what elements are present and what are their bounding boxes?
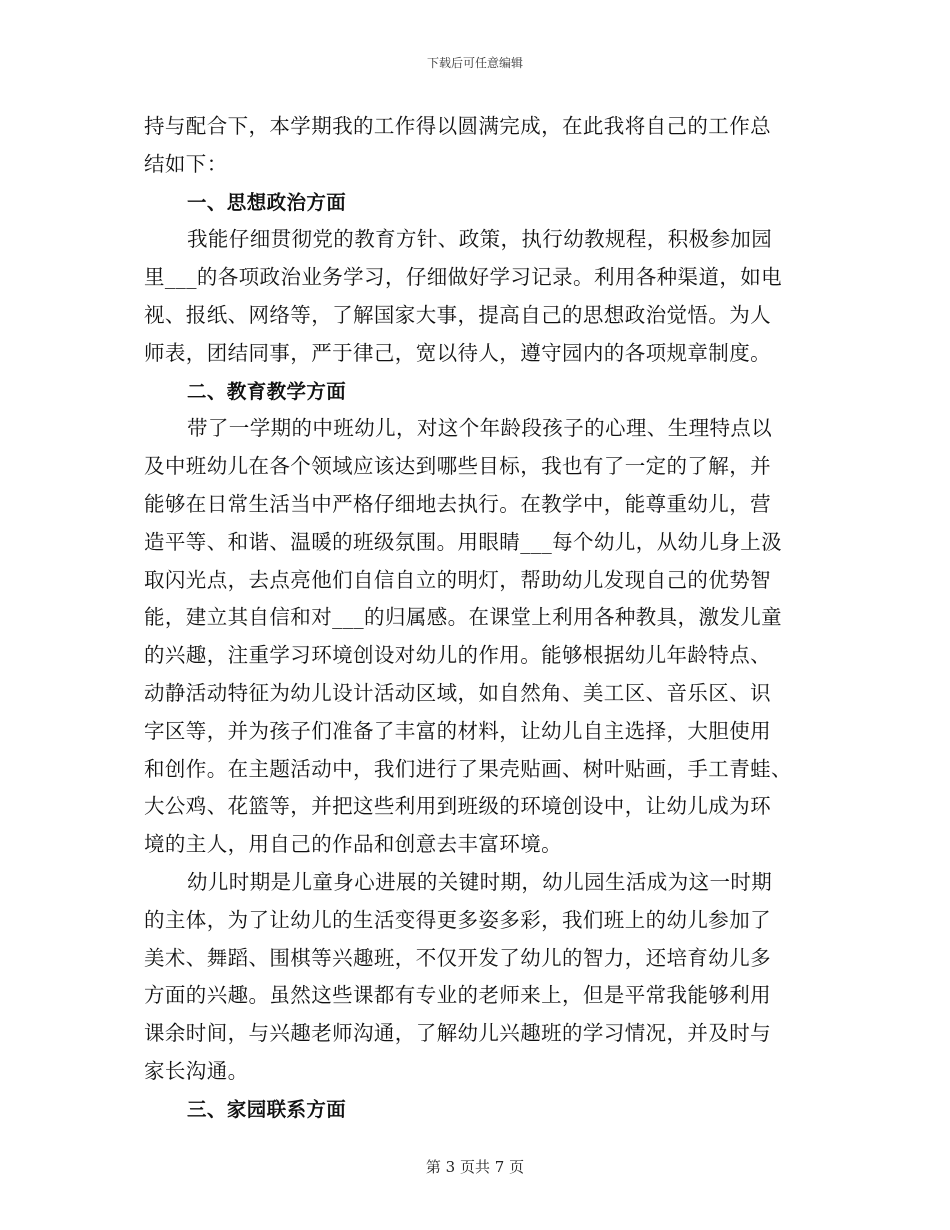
paragraph-line: 字区等，并为孩子们准备了丰富的材料，让幼儿自主选择，大胆使用 [144,718,771,743]
paragraph-line: 带了一学期的中班幼儿，对这个年龄段孩子的心理、生理特点以 [187,416,773,441]
section-heading-ideology: 一、思想政治方面 [187,190,347,214]
page-number-footer: 第 3 页共 7 页 [425,1158,525,1176]
paragraph-line: 大公鸡、花篮等，并把这些利用到班级的环境创设中，让幼儿成为环 [144,794,771,819]
paragraph-line: 家长沟通。 [144,1058,249,1083]
paragraph-line: 课余时间，与兴趣老师沟通，了解幼儿兴趣班的学习情况，并及时与 [144,1021,771,1046]
paragraph-line: 及中班幼儿在各个领域应该达到哪些目标，我也有了一定的了解，并 [144,454,771,479]
paragraph-line: 结如下： [144,151,228,176]
paragraph-line: 的主体，为了让幼儿的生活变得更多姿多彩，我们班上的幼儿参加了 [144,907,771,932]
paragraph-line: 的兴趣，注重学习环境创设对幼儿的作用。能够根据幼儿年龄特点、 [144,643,771,668]
section-heading-home-school: 三、家园联系方面 [187,1097,347,1121]
paragraph-line: 境的主人，用自己的作品和创意去丰富环境。 [144,832,562,857]
paragraph-line: 我能仔细贯彻党的教育方针、政策，执行幼教规程，积极参加园 [187,227,773,252]
paragraph-line: 方面的兴趣。虽然这些课都有专业的老师来上，但是平常我能够利用 [144,983,771,1008]
paragraph-line: 师表，团结同事，严于律己，宽以待人，遵守园内的各项规章制度。 [144,340,771,365]
paragraph-line: 能够在日常生活当中严格仔细地去执行。在教学中，能尊重幼儿，营 [144,491,771,516]
paragraph-line: 造平等、和谐、温暖的班级氛围。用眼睛___每个幼儿，从幼儿身上汲 [144,529,783,554]
paragraph-line: 动静活动特征为幼儿设计活动区域，如自然角、美工区、音乐区、识 [144,680,771,705]
paragraph-line: 能，建立其自信和对___的归属感。在课堂上利用各种教具，激发儿童 [144,605,783,630]
paragraph-line: 取闪光点，去点亮他们自信自立的明灯，帮助幼儿发现自己的优势智 [144,567,771,592]
document-body [144,108,812,1129]
paragraph-line: 美术、舞蹈、围棋等兴趣班，不仅开发了幼儿的智力，还培育幼儿多 [144,945,771,970]
paragraph-line: 视、报纸、网络等，了解国家大事，提高自己的思想政治觉悟。为人 [144,302,771,327]
paragraph-line: 和创作。在主题活动中，我们进行了果壳贴画、树叶贴画，手工青蛙、 [144,756,792,781]
page-header-note: 下载后可任意编辑 [426,56,523,70]
paragraph-line: 里___的各项政治业务学习，仔细做好学习记录。利用各种渠道，如电 [144,265,783,290]
section-heading-teaching: 二、教育教学方面 [187,379,347,403]
paragraph-line: 持与配合下，本学期我的工作得以圆满完成，在此我将自己的工作总 [144,114,771,138]
paragraph-line: 幼儿时期是儿童身心进展的关键时期，幼儿园生活成为这一时期 [187,869,773,894]
